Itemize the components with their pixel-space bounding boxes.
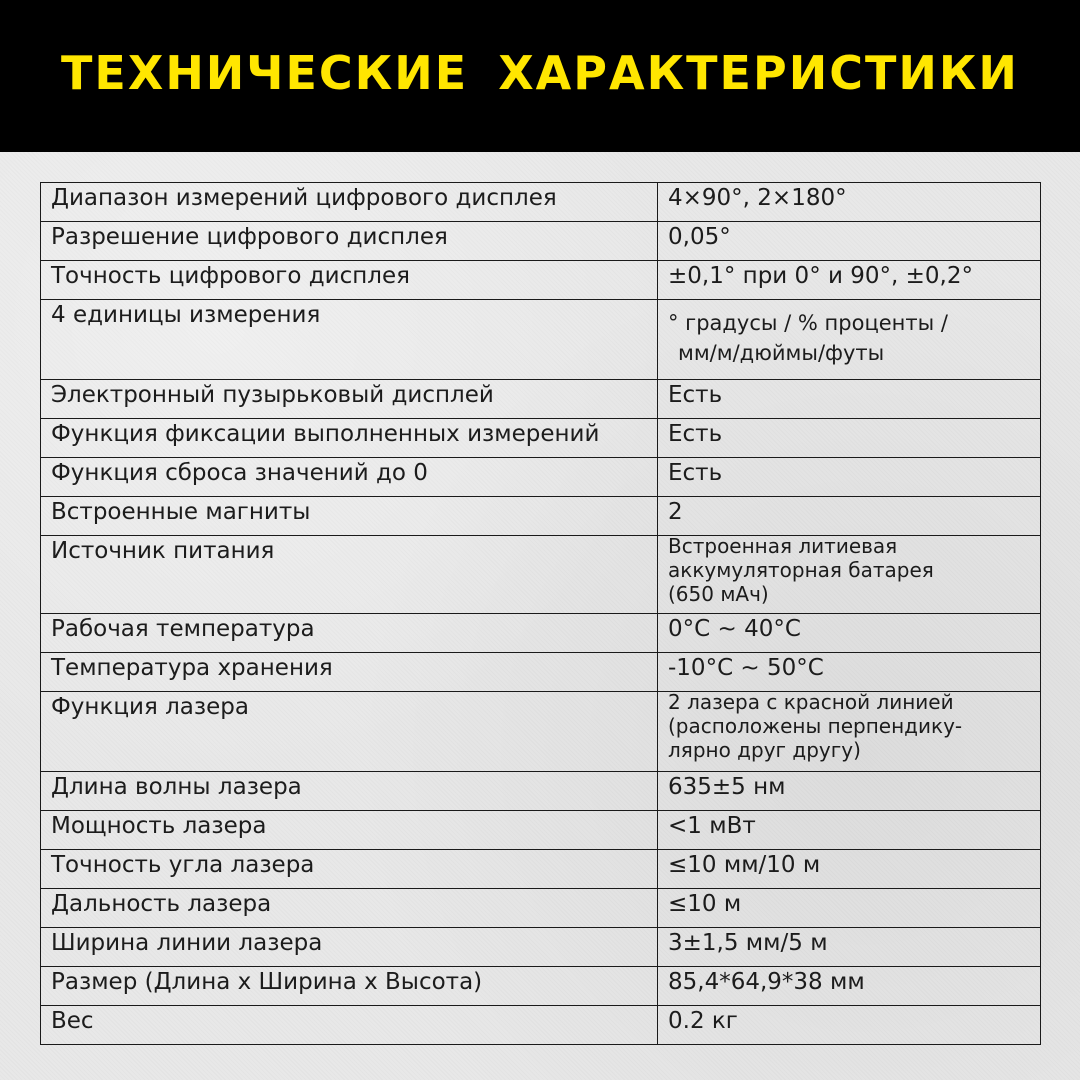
specs-table [40, 182, 1041, 1045]
value-cell [658, 614, 1041, 653]
value-text: <1 мВт [668, 813, 756, 839]
table-row [41, 889, 1041, 928]
param-cell: Температура хранения [41, 653, 658, 692]
value-text: 635±5 нм [668, 774, 786, 800]
value-text: 2 [668, 499, 683, 525]
param-cell: Точность угла лазера [41, 850, 658, 889]
table-row [41, 614, 1041, 653]
value-text: Встроенная литиевая [668, 535, 898, 558]
multiline-value [668, 692, 1040, 763]
value-cell [658, 889, 1041, 928]
value-text: 0°С ~ 40°С [668, 616, 801, 642]
table-row [41, 692, 1041, 772]
value-text: ≤10 м [668, 891, 742, 917]
value-cell [658, 300, 1041, 380]
specs-table-body [41, 183, 1041, 1045]
table-row [41, 183, 1041, 222]
param-cell: Разрешение цифрового дисплея [41, 222, 658, 261]
param-cell: Функция сброса значений до 0 [41, 458, 658, 497]
table-row [41, 536, 1041, 614]
param-cell: Функция фиксации выполненных измерений [41, 419, 658, 458]
table-row [41, 850, 1041, 889]
table-row [41, 967, 1041, 1006]
table-row [41, 653, 1041, 692]
units-value [668, 300, 1040, 368]
value-cell [658, 772, 1041, 811]
param-cell: Дальность лазера [41, 889, 658, 928]
param-cell: Размер (Длина х Ширина х Высота) [41, 967, 658, 1006]
table-row [41, 497, 1041, 536]
param-cell: Длина волны лазера [41, 772, 658, 811]
value-cell [658, 967, 1041, 1006]
value-text: -10°С ~ 50°С [668, 655, 824, 681]
table-row [41, 928, 1041, 967]
header-bar [0, 0, 1080, 152]
value-cell [658, 928, 1041, 967]
value-text: аккумуляторная батарея [668, 558, 934, 582]
table-row [41, 222, 1041, 261]
table-row [41, 458, 1041, 497]
value-text: Есть [668, 421, 723, 447]
value-text: 2 лазера с красной линией [668, 691, 954, 714]
value-cell [658, 1006, 1041, 1045]
value-cell [658, 261, 1041, 300]
value-cell [658, 811, 1041, 850]
param-cell: 4 единицы измерения [41, 300, 658, 380]
param-cell: Ширина линии лазера [41, 928, 658, 967]
value-text: 4×90°, 2×180° [668, 185, 847, 211]
table-row [41, 1006, 1041, 1045]
multiline-value [668, 536, 1040, 607]
param-cell: Мощность лазера [41, 811, 658, 850]
param-cell: Диапазон измерений цифрового дисплея [41, 183, 658, 222]
value-cell [658, 653, 1041, 692]
value-text: 0,05° [668, 224, 731, 250]
value-text: ≤10 мм/10 м [668, 852, 821, 878]
value-cell [658, 183, 1041, 222]
value-text: Есть [668, 382, 723, 408]
param-cell: Источник питания [41, 536, 658, 614]
value-text: (расположены перпендику- [668, 714, 963, 738]
param-cell: Точность цифрового дисплея [41, 261, 658, 300]
param-cell: Электронный пузырьковый дисплей [41, 380, 658, 419]
value-cell [658, 380, 1041, 419]
table-row [41, 772, 1041, 811]
value-text: ±0,1° при 0° и 90°, ±0,2° [668, 263, 973, 289]
table-row [41, 419, 1041, 458]
value-text: 0.2 кг [668, 1008, 738, 1034]
value-cell [658, 458, 1041, 497]
value-cell [658, 419, 1041, 458]
value-text: ° градусы / % проценты / [668, 311, 948, 335]
page-title: ТЕХНИЧЕСКИЕ ХАРАКТЕРИСТИКИ [61, 46, 1019, 100]
table-row [41, 300, 1041, 380]
param-cell: Рабочая температура [41, 614, 658, 653]
value-cell [658, 692, 1041, 772]
param-cell: Функция лазера [41, 692, 658, 772]
value-text: (650 мАч) [668, 582, 769, 606]
table-row [41, 380, 1041, 419]
value-text: лярно друг другу) [668, 738, 861, 762]
param-cell: Вес [41, 1006, 658, 1045]
value-cell [658, 536, 1041, 614]
value-cell [658, 497, 1041, 536]
table-row [41, 811, 1041, 850]
table-row [41, 261, 1041, 300]
value-text: мм/м/дюймы/футы [678, 341, 885, 365]
value-text: 3±1,5 мм/5 м [668, 930, 828, 956]
param-cell: Встроенные магниты [41, 497, 658, 536]
value-cell [658, 850, 1041, 889]
value-text: 85,4*64,9*38 мм [668, 969, 865, 995]
value-cell [658, 222, 1041, 261]
value-text: Есть [668, 460, 723, 486]
